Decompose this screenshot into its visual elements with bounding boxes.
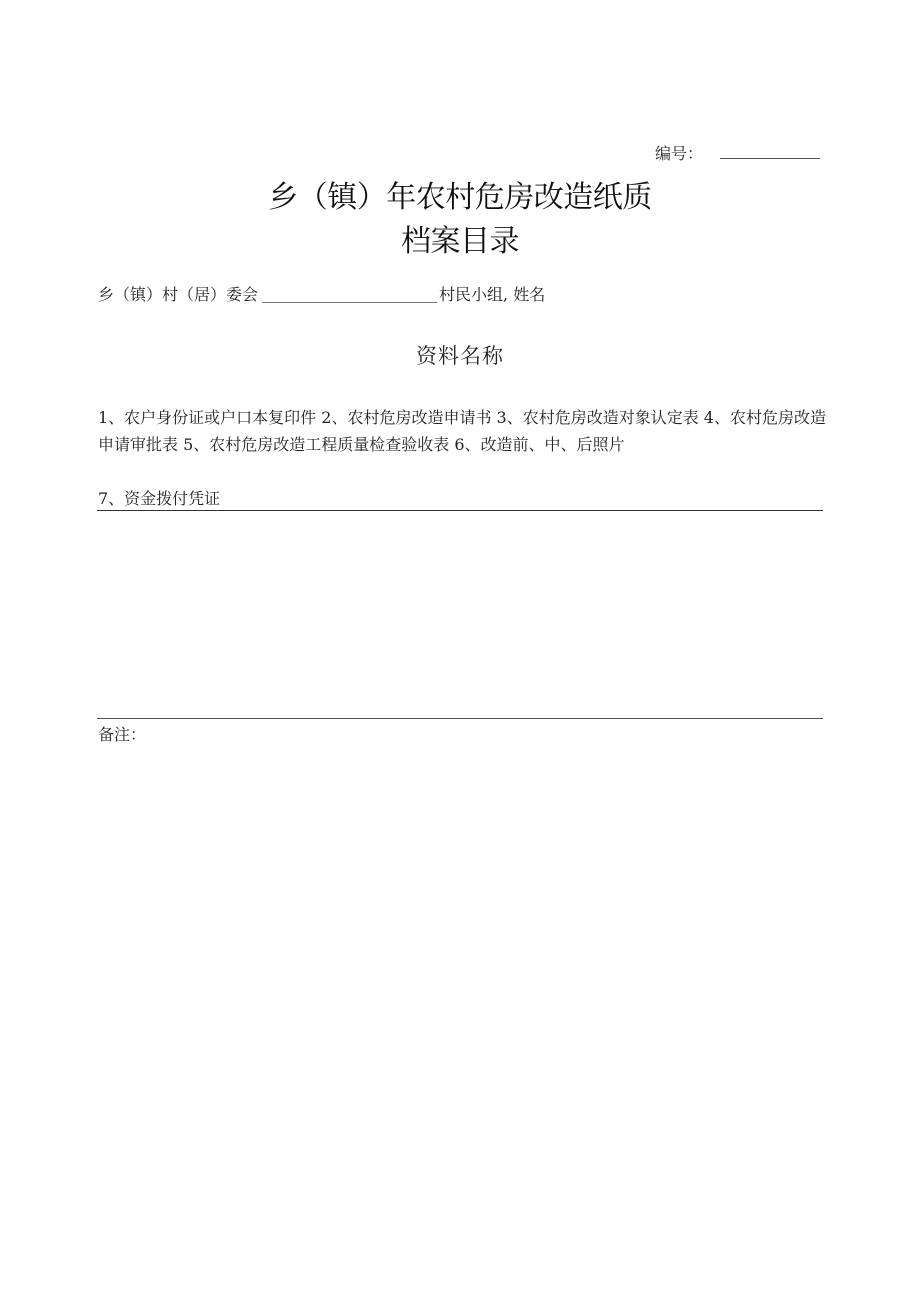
locality-prefix: 乡（镇）村（居）委会 [98, 285, 259, 304]
remarks-label: 备注： [98, 725, 147, 744]
serial-number-label: 编号： [655, 144, 704, 163]
locality-line [98, 282, 545, 305]
document-title-line1: 乡（镇）年农村危房改造纸质 [268, 180, 652, 215]
locality-blank [262, 288, 437, 303]
remarks-divider-line [97, 718, 823, 719]
materials-list: 1、农户身份证或户口本复印件 2、农村危房改造申请书 3、农村危房改造对象认定表 4、农村危房改造申请审批表 5、农村危房改造工程质量检查验收表 6、改造前、中、后照片 [98, 408, 826, 454]
document-title-line2: 档案目录 [401, 224, 519, 259]
section-heading: 资料名称 [416, 344, 504, 368]
serial-number-blank [720, 158, 820, 159]
locality-suffix: 村民小组, 姓名 [439, 285, 546, 304]
divider-line [97, 510, 823, 511]
materials-list-item-7: 7、资金拨付凭证 [98, 489, 221, 508]
